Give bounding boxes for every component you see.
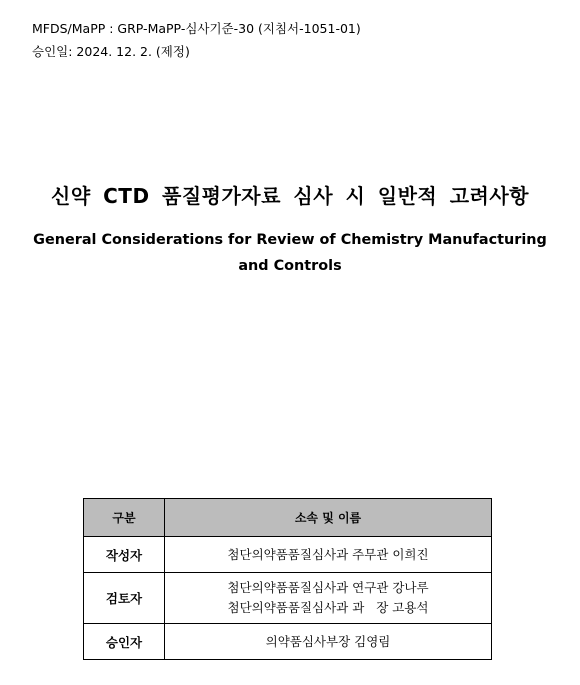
- affiliation-name-cell: [165, 624, 492, 660]
- column-header-affiliation-name: 소속 및 이름: [165, 499, 492, 537]
- category-cell: 검토자: [84, 573, 165, 624]
- approval-table-header-row: [84, 499, 492, 537]
- category-cell: 작성자: [84, 537, 165, 573]
- document-code: MFDS/MaPP : GRP-MaPP-심사기준-30 (지침서-1051-01): [32, 21, 361, 36]
- table-row-approver: [84, 624, 492, 660]
- affiliation-name-line: 첨단의약품품질심사과 연구관 강나루: [227, 580, 429, 595]
- table-row-author: [84, 537, 492, 573]
- korean-title: 신약 CTD 품질평가자료 심사 시 일반적 고려사항: [51, 184, 529, 208]
- approval-table: [83, 498, 492, 660]
- affiliation-name-cell: [165, 537, 492, 573]
- table-row-reviewer: [84, 573, 492, 624]
- category-cell: 승인자: [84, 624, 165, 660]
- approval-date: 승인일: 2024. 12. 2. (제정): [32, 44, 190, 59]
- english-title: General Considerations for Review of Chemistry Manufacturing and Controls: [33, 232, 547, 274]
- affiliation-name-line: 첨단의약품품질심사과 주무관 이희진: [227, 546, 429, 562]
- affiliation-name-cell: [165, 573, 492, 624]
- column-header-category: 구분: [84, 499, 165, 537]
- affiliation-name-line: 첨단의약품품질심사과 과 장 고용석: [227, 600, 429, 615]
- affiliation-name-line: 의약품심사부장 김영림: [265, 633, 391, 649]
